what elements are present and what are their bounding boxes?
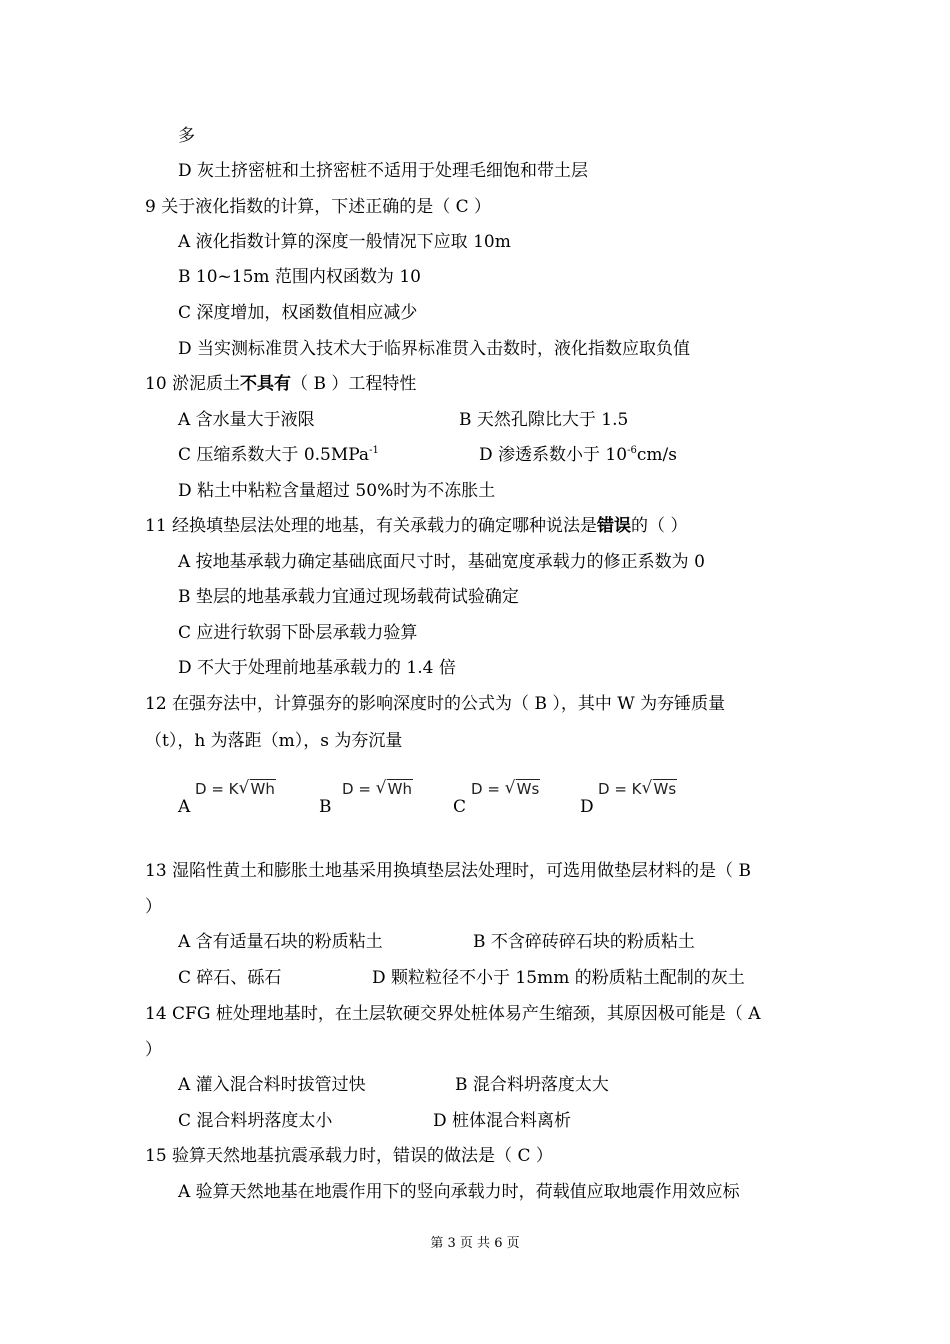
question-14-line-1: 14 CFG 桩处理地基时，在土层软硬交界处桩体易产生缩颈，其原因极可能是（ A [145,1004,761,1024]
q11-option-c: C 应进行软弱下卧层承载力验算 [178,623,418,643]
page-footer: 第 3 页 共 6 页 [430,1236,520,1251]
q10-text-pre: 10 淤泥质土 [145,374,241,394]
question-12-line-2: （t），h 为落距（m），s 为夯沉量 [145,731,403,751]
q9-option-d: D 当实测标准贯入技术大于临界标准贯入击数时，液化指数应取负值 [178,339,691,359]
q14-option-b: B 混合料坍落度太大 [455,1075,609,1095]
formula-label-a: A [178,797,191,817]
q13-option-c: C 碎石、砾石 [178,968,282,988]
question-9: 9 关于液化指数的计算，下述正确的是（ C ） [145,197,492,217]
q11-emphasis: 错误 [597,516,632,536]
sqrt-symbol [376,780,413,798]
q10-option-e: D 粘土中粘粒含量超过 50%时为不冻胀土 [178,481,496,501]
q11-option-b: B 垫层的地基承载力宜通过现场载荷试验确定 [178,587,519,607]
formula-a-lhs: D = K [195,780,239,798]
q11-text-post: 的（ ） [631,516,688,536]
question-11 [145,514,687,538]
formula-d-radicand: Ws [653,780,677,798]
question-15: 15 验算天然地基抗震承载力时，错误的做法是（ C ） [145,1146,553,1166]
q10-text-post: （ B ）工程特性 [291,374,417,394]
formula-b [342,780,413,798]
formula-c [471,780,540,798]
q13-option-b: B 不含碎砖碎石块的粉质粘土 [473,932,695,952]
q10d-superscript: -6 [627,445,637,456]
q10-option-c [178,443,379,467]
question-12-line-1: 12 在强夯法中，计算强夯的影响深度时的公式为（ B ），其中 W 为夯锤质量 [145,694,726,714]
sqrt-symbol [642,780,678,798]
q9-option-a: A 液化指数计算的深度一般情况下应取 10m [178,232,511,252]
q13-option-d: D 颗粒粒径不小于 15mm 的粉质粘土配制的灰土 [372,968,745,988]
formula-a-radicand: Wh [250,780,275,798]
formula-d-lhs: D = K [598,780,642,798]
formula-b-lhs: D = [342,780,376,798]
q10c-text: C 压缩系数大于 0.5MPa [178,445,370,465]
formula-a [195,780,276,798]
question-14-line-2: ） [145,1040,162,1060]
q13-option-a: A 含有适量石块的粉质粘土 [178,932,383,952]
option-line: D 灰土挤密桩和土挤密桩不适用于处理毛细饱和带土层 [178,161,589,181]
question-13-line-2: ） [145,897,162,917]
q11-option-a: A 按地基承载力确定基础底面尺寸时，基础宽度承载力的修正系数为 0 [178,552,705,572]
q9-option-c: C 深度增加，权函数值相应减少 [178,303,418,323]
q15-option-a: A 验算天然地基在地震作用下的竖向承载力时，荷载值应取地震作用效应标 [178,1182,740,1202]
q10-emphasis: 不具有 [240,374,292,394]
q11-option-d: D 不大于处理前地基承载力的 1.4 倍 [178,658,456,678]
q10-option-b: B 天然孔隙比大于 1.5 [459,410,629,430]
q14-option-a: A 灌入混合料时拔管过快 [178,1075,366,1095]
sqrt-symbol [239,780,276,798]
sqrt-symbol [505,780,541,798]
q14-option-d: D 桩体混合料离析 [433,1111,572,1131]
q10d-unit: cm/s [636,445,677,465]
formula-c-radicand: Ws [516,780,540,798]
question-10 [145,372,416,396]
q10c-superscript: -1 [369,445,379,456]
q10-option-d [479,443,677,467]
formula-d [598,780,677,798]
q10d-text: D 渗透系数小于 10 [479,445,628,465]
q14-option-c: C 混合料坍落度太小 [178,1111,333,1131]
formula-b-radicand: Wh [387,780,412,798]
question-13-line-1: 13 湿陷性黄土和膨胀土地基采用换填垫层法处理时，可选用做垫层材料的是（ B [145,861,751,881]
q10-option-a: A 含水量大于液限 [178,410,315,430]
q9-option-b: B 10~15m 范围内权函数为 10 [178,267,421,287]
formula-label-b: B [319,797,332,817]
text-line: 多 [178,126,195,146]
formula-c-lhs: D = [471,780,505,798]
formula-label-c: C [453,797,467,817]
q11-text-pre: 11 经换填垫层法处理的地基，有关承载力的确定哪种说法是 [145,516,598,536]
formula-label-d: D [580,797,594,817]
